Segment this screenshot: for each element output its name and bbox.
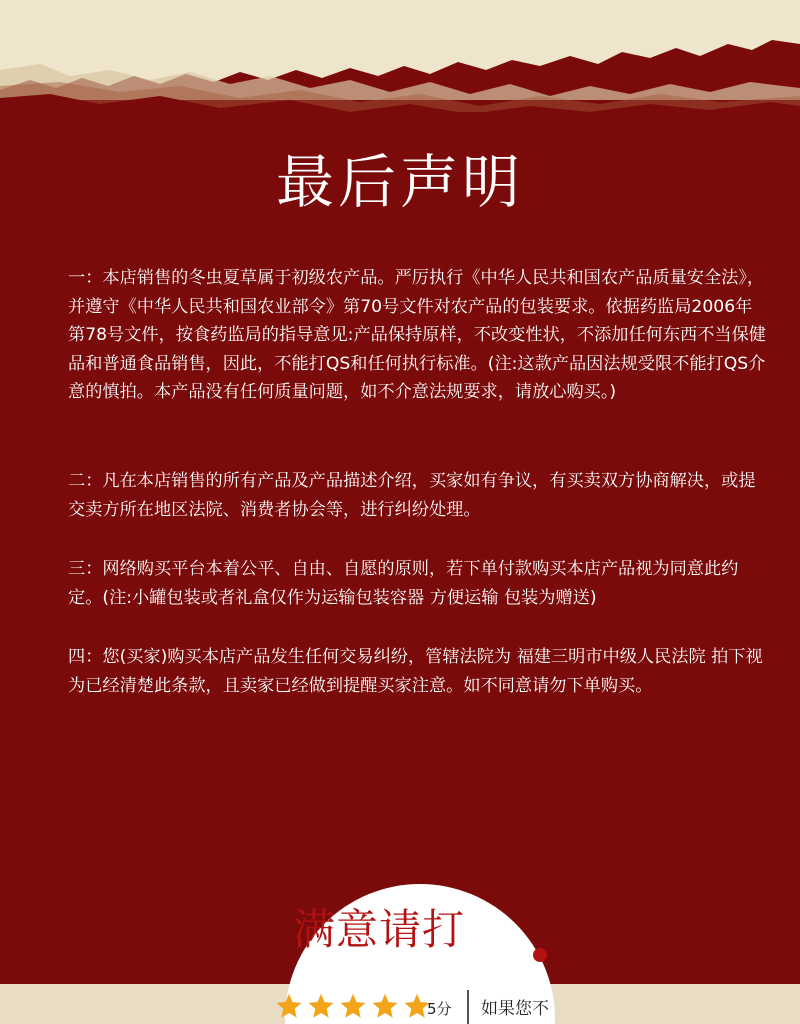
- torn-paper-header: [0, 0, 800, 120]
- star-icon: [307, 992, 335, 1020]
- badge-heading: 满意请打: [293, 905, 466, 954]
- star-rating: [275, 992, 431, 1020]
- score-label: 5分: [427, 1000, 452, 1018]
- star-icon: [371, 992, 399, 1020]
- statement-3: 三：网络购买平台本着公平、自由、自愿的原则，若下单付款购买本店产品视为同意此约定。(注:小罐包装或者礼盒仅作为运输包装容器 方便运输 包装为赠送): [68, 559, 739, 608]
- badge-divider: [467, 990, 469, 1024]
- star-icon: [275, 992, 303, 1020]
- statement-2: 二：凡在本店销售的所有产品及产品描述介绍，买家如有争议，有买卖双方协商解决，或提交卖方所在地区法院、消费者协会等，进行纠纷处理。: [68, 471, 756, 520]
- statement-1: 一：本店销售的冬虫夏草属于初级农产品。严厉执行《中华人民共和国农产品质量安全法》，并遵守《中华人民共和国农业部令》第70号文件对农产品的包装要求。依据药监局2006年第78号文件，按食药监局的指导意见:产品保持原样，不改变性状，不添加任何东西不当保健品和普通食品销售，因此，不能打QS和任何执行标准。(注:这款产品因法规受限不能打QS介意的慎拍。本产品没有任何质量问题，如不介意法规要求，请放心购买。): [68, 268, 766, 403]
- badge-tail-text: 如果您不: [481, 999, 549, 1019]
- star-icon: [339, 992, 367, 1020]
- statement-4: 四：您(买家)购买本店产品发生任何交易纠纷，管辖法院为 福建三明市中级人民法院 拍下视为已经清楚此条款，且卖家已经做到提醒买家注意。如不同意请勿下单购买。: [68, 647, 763, 696]
- page-title: 最后声明: [275, 148, 524, 216]
- rating-badge: [275, 884, 565, 1024]
- badge-dot: [533, 948, 547, 962]
